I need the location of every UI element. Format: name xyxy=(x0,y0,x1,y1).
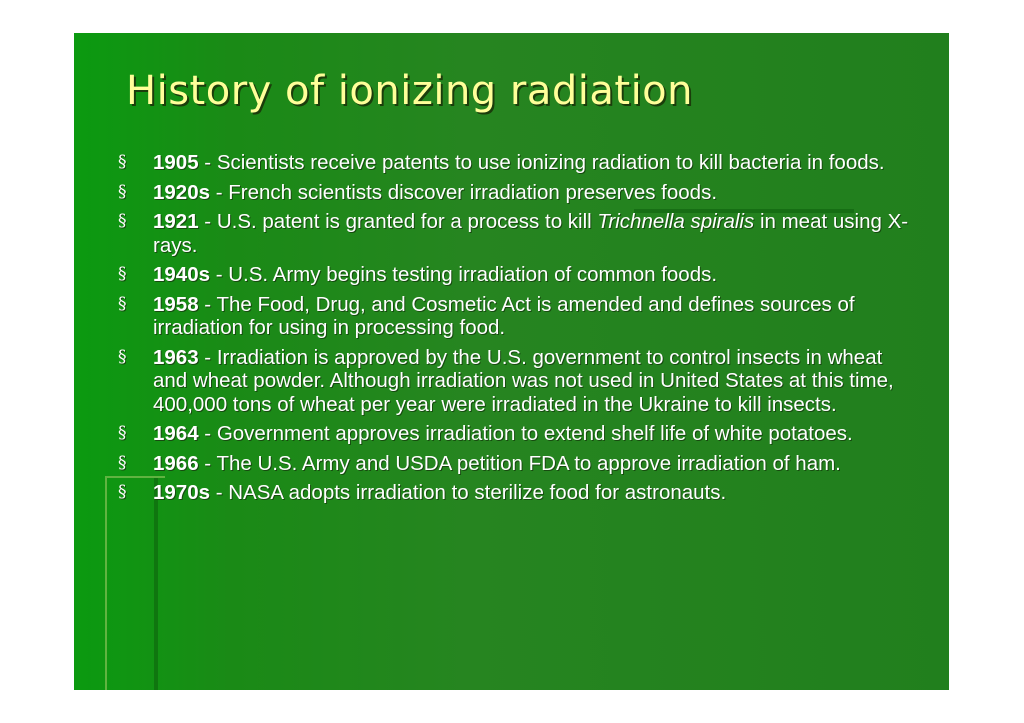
year-label: 1921 xyxy=(153,210,199,233)
item-text: - NASA adopts irradiation to sterilize food for astronauts. xyxy=(210,481,727,504)
bullet-icon: § xyxy=(118,211,127,231)
bullet-icon: § xyxy=(118,293,127,314)
item-text: - U.S. Army begins testing irradiation of common foods. xyxy=(210,263,718,286)
list-item xyxy=(118,422,918,446)
bullet-icon: § xyxy=(118,181,127,202)
year-label: 1970s xyxy=(153,481,211,504)
list-item xyxy=(118,293,918,340)
year-label: 1964 xyxy=(153,422,199,445)
slide-title: History of ionizing radiation xyxy=(126,68,693,114)
list-item xyxy=(118,452,918,476)
item-text: - Scientists receive patents to use ionizing radiation to kill bacteria in foods. xyxy=(198,151,885,174)
item-text: - Government approves irradiation to extend shelf life of white potatoes. xyxy=(198,422,853,445)
year-label: 1963 xyxy=(153,345,199,369)
list-item xyxy=(118,346,918,417)
year-label: 1940s xyxy=(153,263,211,286)
species-name: Trichnella spiralis xyxy=(597,210,755,233)
bullet-icon: § xyxy=(118,482,127,502)
item-text: - The Food, Drug, and Cosmetic Act is amended and defines sources of irradiation for using in processing food. xyxy=(153,292,855,339)
item-text: - The U.S. Army and USDA petition FDA to approve irradiation of ham. xyxy=(198,451,841,475)
year-label: 1920s xyxy=(153,180,211,204)
bullet-icon: § xyxy=(118,264,127,284)
list-item xyxy=(118,210,918,257)
item-text-continued: in meat using X-rays. xyxy=(153,210,909,257)
timeline-list xyxy=(118,151,918,511)
slide xyxy=(74,33,949,690)
year-label: 1905 xyxy=(153,151,199,174)
item-text: - U.S. patent is granted for a process to kill xyxy=(198,210,598,233)
item-text: - French scientists discover irradiation preserves foods. xyxy=(210,180,718,204)
list-item xyxy=(118,481,918,505)
bullet-icon: § xyxy=(118,423,127,443)
bullet-icon: § xyxy=(118,452,127,473)
list-item xyxy=(118,181,918,205)
decorative-line-vertical xyxy=(105,478,107,690)
bullet-icon: § xyxy=(118,152,127,172)
list-item xyxy=(118,151,918,175)
item-text: - Irradiation is approved by the U.S. government to control insects in wheat and wheat powder. Although irradiation was not used in United States at this time, 400,000 tons of wheat per year were irradiated in the Ukraine to kill insects. xyxy=(153,345,894,416)
list-item xyxy=(118,263,918,287)
bullet-icon: § xyxy=(118,346,127,367)
year-label: 1966 xyxy=(153,451,199,475)
year-label: 1958 xyxy=(153,292,199,316)
